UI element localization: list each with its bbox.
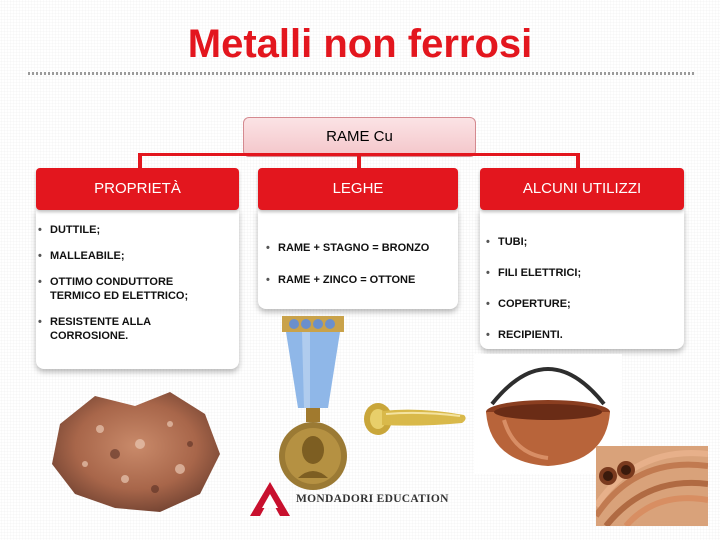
list-item: • RAME + STAGNO = BRONZO (264, 241, 458, 255)
alloys-list (258, 209, 458, 287)
list-item: • TUBI; (484, 235, 684, 249)
title-divider (28, 72, 696, 75)
publisher-mark-icon (250, 482, 290, 516)
list-item: • DUTTILE; (36, 223, 239, 237)
alloys-box (258, 209, 458, 309)
list-item: • FILI ELETTRICI; (484, 266, 684, 280)
copper-ore-image (40, 384, 230, 520)
publisher-logo (250, 480, 480, 518)
list-item: • COPERTURE; (484, 297, 684, 311)
list-item: • RESISTENTE ALLA CORROSIONE. (36, 315, 186, 343)
uses-box (480, 209, 684, 349)
properties-list (36, 209, 239, 343)
branch-alloys: LEGHE (258, 168, 458, 210)
uses-list (480, 209, 684, 342)
list-item: • RAME + ZINCO = OTTONE (264, 273, 458, 287)
root-node-copper: RAME Cu (243, 117, 476, 157)
list-item: • MALLEABILE; (36, 249, 239, 263)
properties-box (36, 209, 239, 369)
publisher-name: MONDADORI EDUCATION (296, 493, 449, 505)
bronze-medal-image (268, 316, 358, 496)
connector-horizontal (138, 153, 580, 156)
list-item: • RECIPIENTI. (484, 328, 684, 342)
branch-properties: PROPRIETÀ (36, 168, 239, 210)
branch-uses: ALCUNI UTILIZZI (480, 168, 684, 210)
copper-pipes-image (596, 446, 708, 526)
brass-door-handle-image (360, 385, 470, 445)
list-item: • OTTIMO CONDUTTORE TERMICO ED ELETTRICO; (36, 275, 206, 303)
page-title: Metalli non ferrosi (187, 22, 533, 66)
